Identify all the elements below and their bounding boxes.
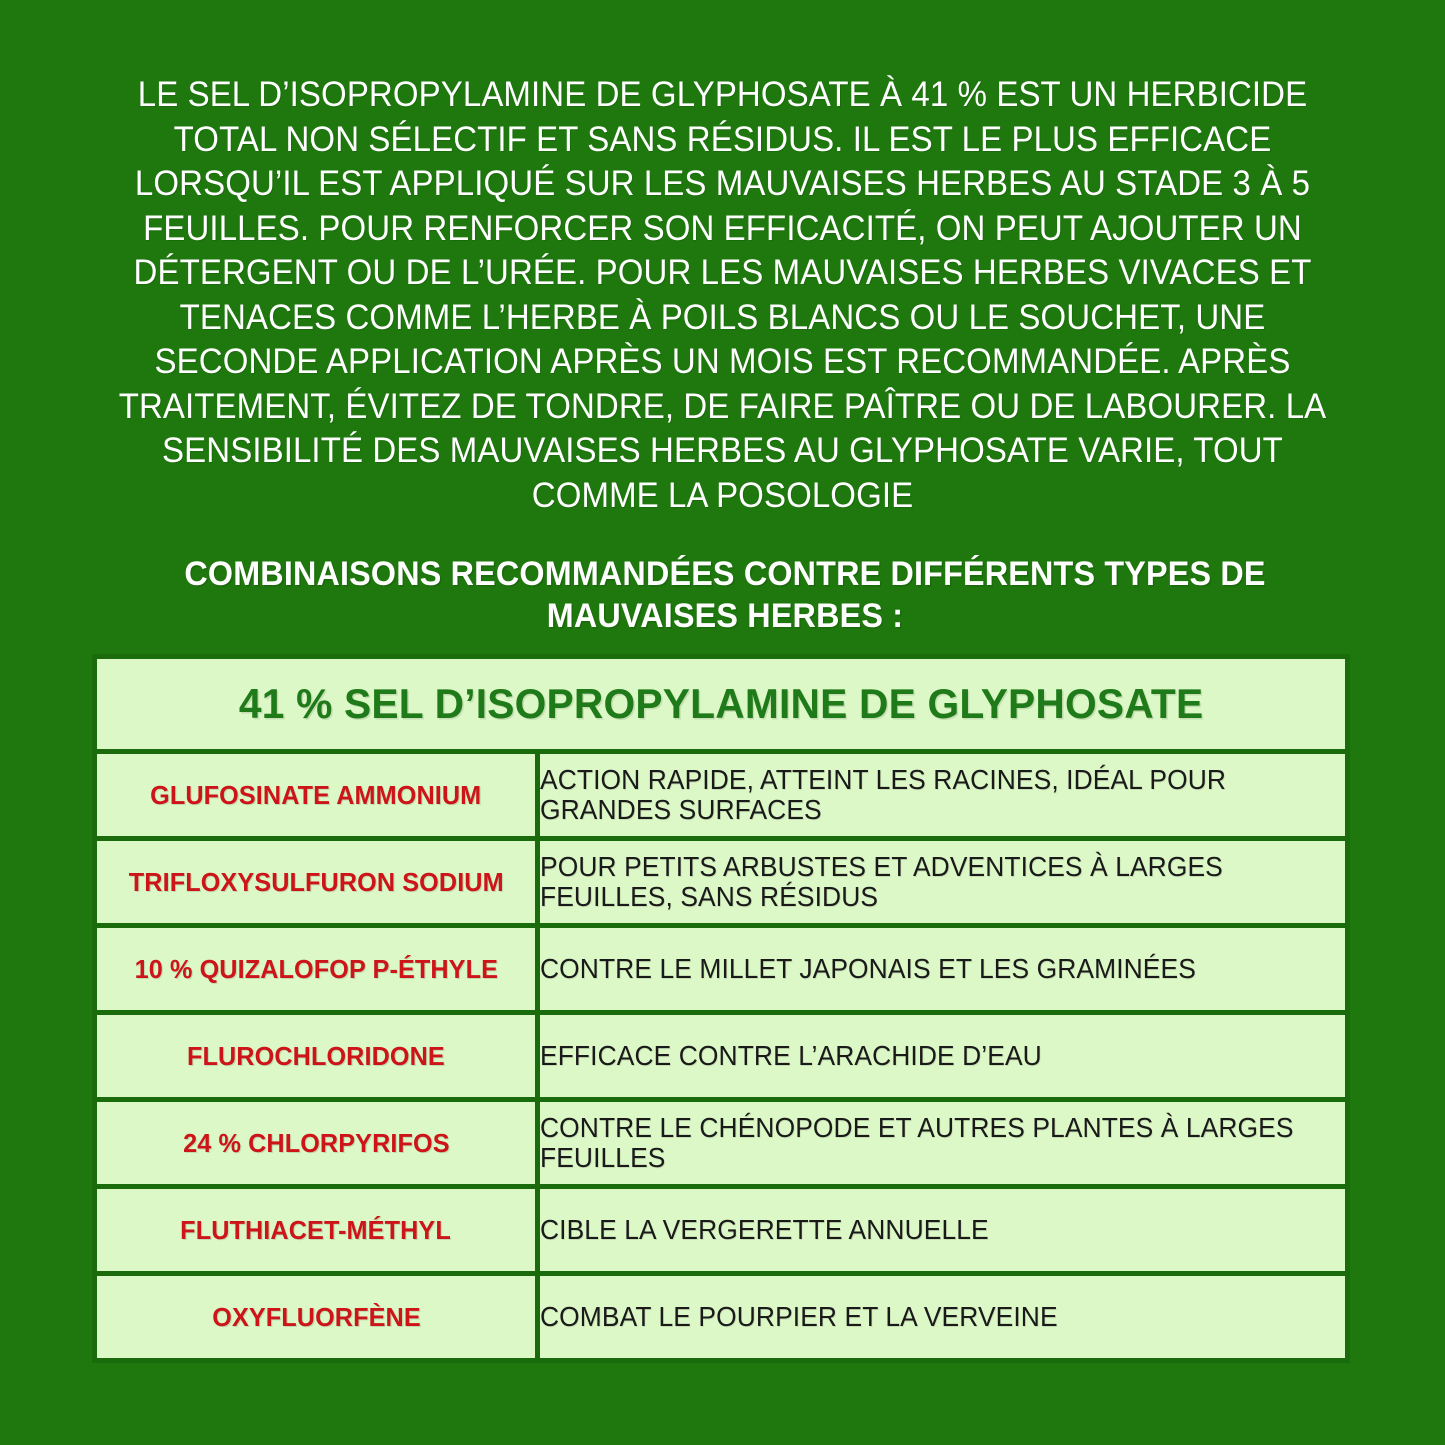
chemical-name: TRIFLOXYSULFURON SODIUM bbox=[128, 866, 504, 897]
table-row bbox=[97, 1189, 1345, 1271]
description-text: ACTION RAPIDE, ATTEINT LES RACINES, IDÉAL POUR GRANDES SURFACES bbox=[540, 764, 1227, 825]
chemical-cell bbox=[97, 1102, 535, 1184]
chemical-name: 10 % QUIZALOFOP P-ÉTHYLE bbox=[134, 953, 498, 984]
table-body bbox=[97, 659, 1345, 1358]
description-cell bbox=[540, 1015, 1345, 1097]
table-row bbox=[97, 754, 1345, 836]
section-heading: COMBINAISONS RECOMMANDÉES CONTRE DIFFÉRENTS TYPES DE MAUVAISES HERBES : bbox=[184, 555, 1266, 635]
description-cell bbox=[540, 841, 1345, 923]
chemical-cell bbox=[97, 1015, 535, 1097]
chemical-cell bbox=[97, 928, 535, 1010]
table-row bbox=[97, 928, 1345, 1010]
description-text: CONTRE LE MILLET JAPONAIS ET LES GRAMINÉES bbox=[540, 953, 1196, 984]
description-cell bbox=[540, 1102, 1345, 1184]
combinations-table-inner bbox=[92, 654, 1350, 1363]
chemical-name: FLUTHIACET-MÉTHYL bbox=[180, 1214, 452, 1245]
description-cell bbox=[540, 928, 1345, 1010]
chemical-name: FLUROCHLORIDONE bbox=[187, 1040, 445, 1071]
description-text: CIBLE LA VERGERETTE ANNUELLE bbox=[540, 1214, 989, 1245]
chemical-cell bbox=[97, 841, 535, 923]
chemical-cell bbox=[97, 1276, 535, 1358]
table-title-cell bbox=[97, 659, 1345, 749]
table-row bbox=[97, 1102, 1345, 1184]
table-title: 41 % SEL D’ISOPROPYLAMINE DE GLYPHOSATE bbox=[238, 680, 1204, 727]
description-text: COMBAT LE POURPIER ET LA VERVEINE bbox=[540, 1301, 1058, 1332]
description-cell bbox=[540, 754, 1345, 836]
table-title-row bbox=[97, 659, 1345, 749]
chemical-cell bbox=[97, 754, 535, 836]
description-text: POUR PETITS ARBUSTES ET ADVENTICES À LARGES FEUILLES, SANS RÉSIDUS bbox=[540, 851, 1223, 912]
table-row bbox=[97, 841, 1345, 923]
chemical-name: GLUFOSINATE AMMONIUM bbox=[150, 779, 482, 810]
description-cell bbox=[540, 1276, 1345, 1358]
description-cell bbox=[540, 1189, 1345, 1271]
intro-paragraph: LE SEL D’ISOPROPYLAMINE DE GLYPHOSATE À 41 % EST UN HERBICIDE TOTAL NON SÉLECTIF ET SANS RÉSIDUS. IL EST LE PLUS EFFICACE LORSQU’IL EST APPLIQUÉ SUR LES MAUVAISES HERBES AU STADE 3 À 5 FEUILLES. POUR RENFORCER SON EFFICACITÉ, ON PEUT AJOUTER UN DÉTERGENT OU DE L’URÉE. POUR LES MAUVAISES HERBES VIVACES ET TENACES COMME L’HERBE À POILS BLANCS OU LE SOUCHET, UNE SECONDE APPLICATION APRÈS UN MOIS EST RECOMMANDÉE. APRÈS TRAITEMENT, ÉVITEZ DE TONDRE, DE FAIRE PAÎTRE OU DE LABOURER. LA SENSIBILITÉ DES MAUVAISES HERBES AU GLYPHOSATE VARIE, TOUT COMME LA POSOLOGIE bbox=[118, 74, 1336, 515]
description-text: CONTRE LE CHÉNOPODE ET AUTRES PLANTES À LARGES FEUILLES bbox=[540, 1112, 1294, 1173]
table-row bbox=[97, 1015, 1345, 1097]
description-text: EFFICACE CONTRE L’ARACHIDE D’EAU bbox=[540, 1040, 1042, 1071]
chemical-name: 24 % CHLORPYRIFOS bbox=[182, 1127, 450, 1158]
chemical-cell bbox=[97, 1189, 535, 1271]
chemical-name: OXYFLUORFÈNE bbox=[211, 1301, 421, 1332]
table-row bbox=[97, 1276, 1345, 1358]
combinations-table bbox=[92, 654, 1350, 1363]
